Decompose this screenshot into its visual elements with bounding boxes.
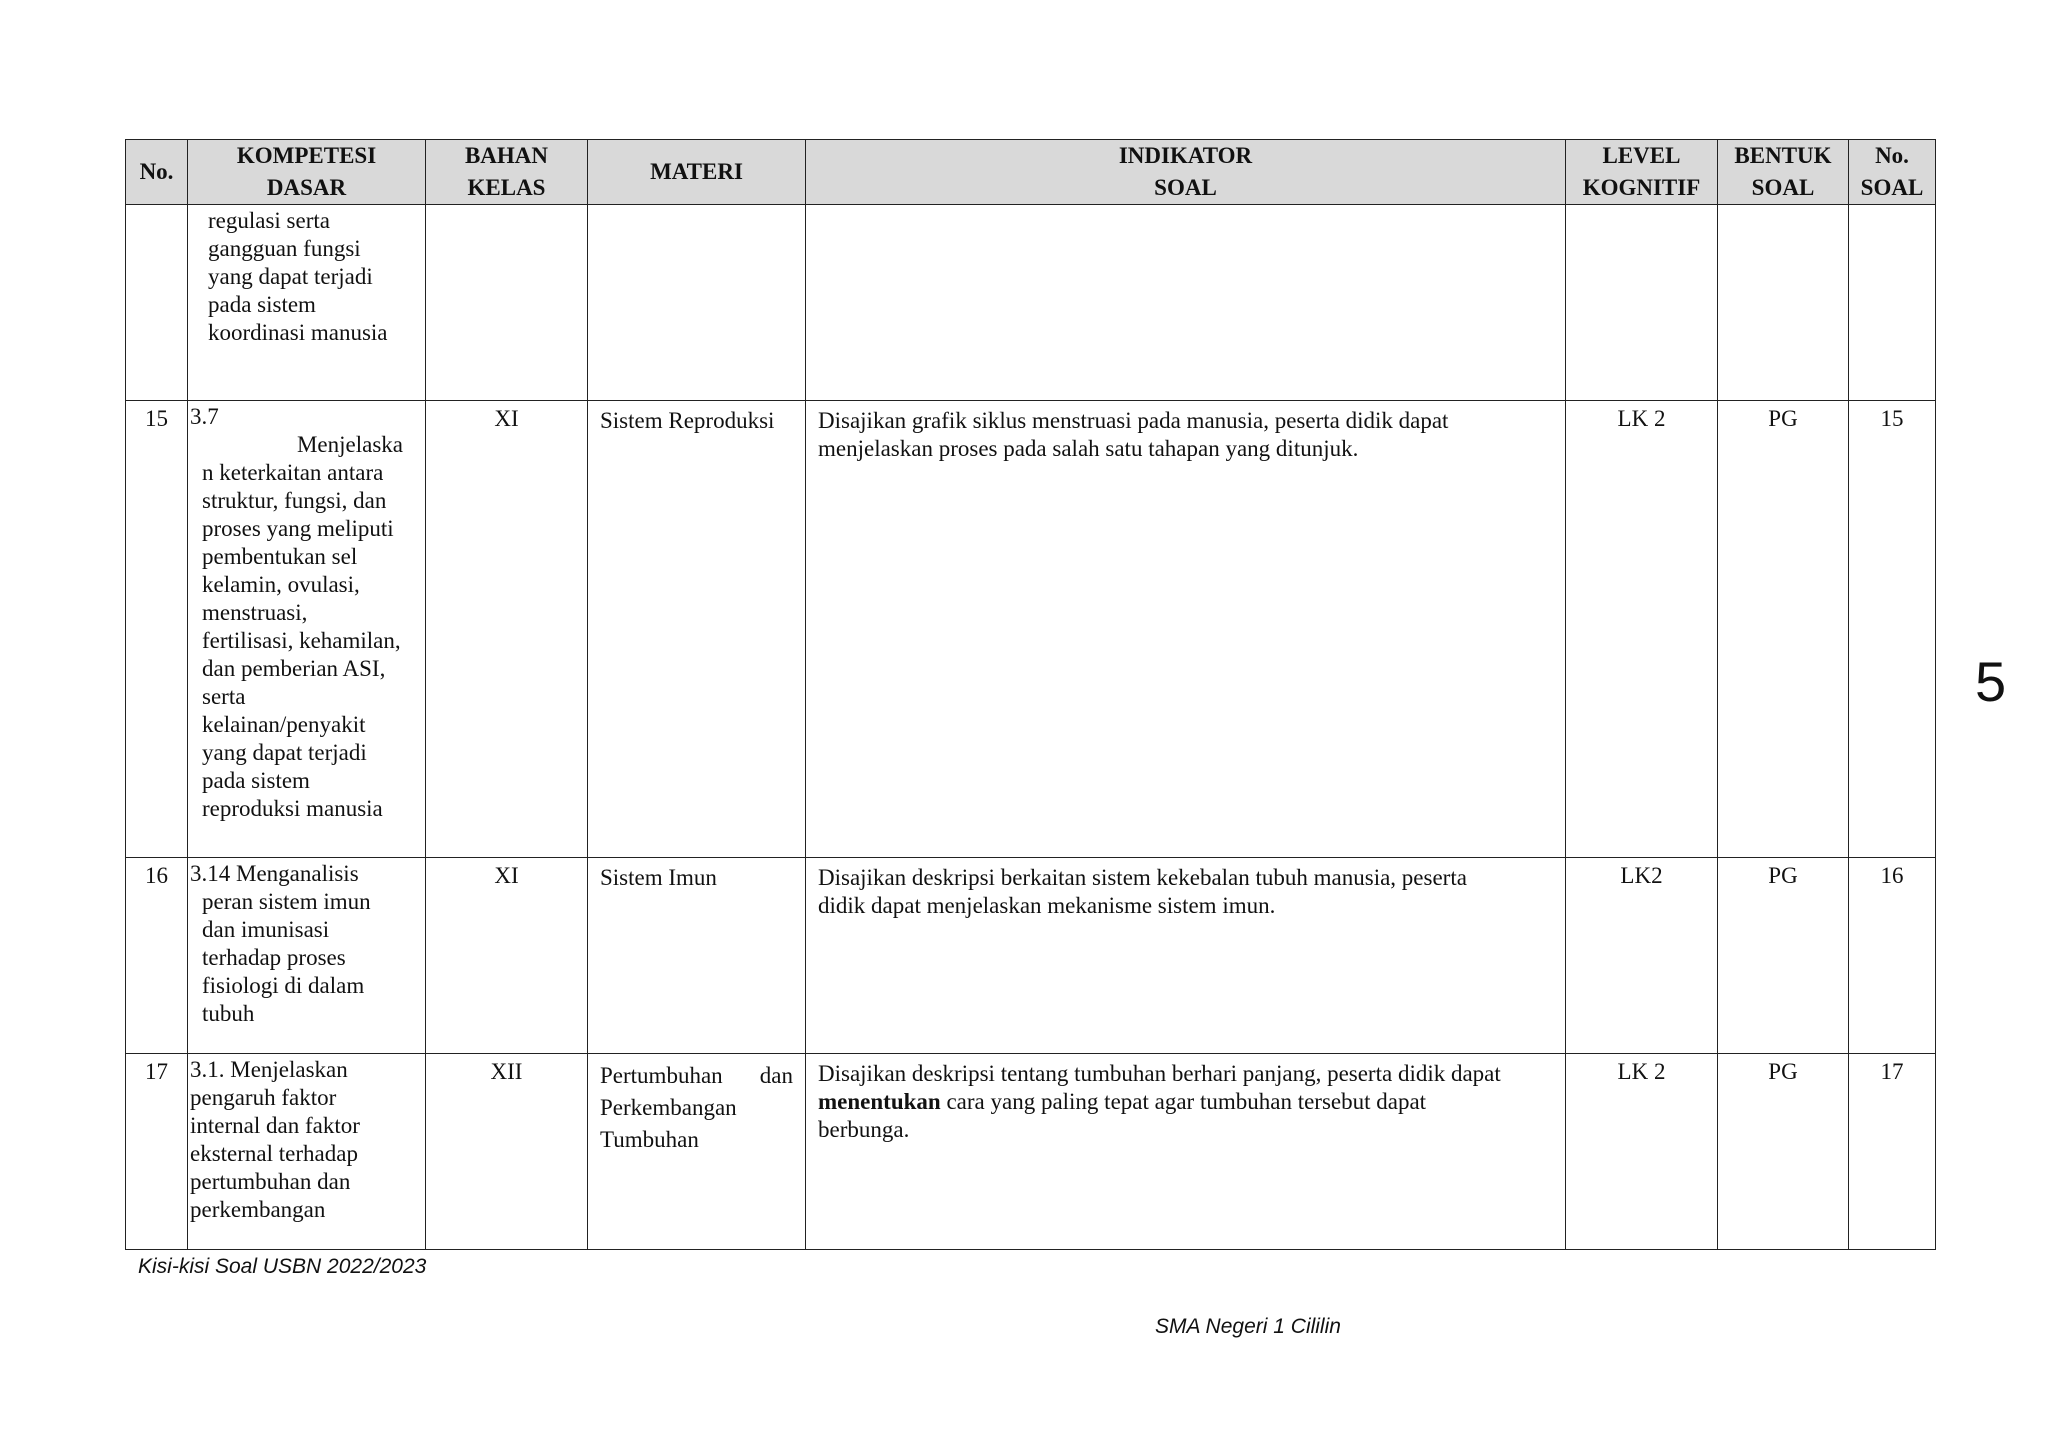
kisi-kisi-table [125,139,1936,1250]
kd-line: terhadap proses [202,945,346,970]
kd-line: eksternal terhadap [190,1141,358,1166]
indikator-line: didik dapat menjelaskan mekanisme sistem imun. [818,893,1276,918]
kd-line: dan pemberian ASI, [202,656,386,681]
bentuk-cell: PG [1718,858,1849,1054]
materi-cell [588,401,806,858]
kd-line: koordinasi manusia [208,320,388,345]
kompetensi-dasar-cell [188,205,426,401]
indikator-line: Disajikan deskripsi berkaitan sistem kekebalan tubuh manusia, peserta [818,865,1467,890]
kelas-cell: XII [426,1054,588,1250]
materi-line: Tumbuhan [600,1127,699,1152]
materi-text [600,1060,793,1156]
kd-line: 3.7 [190,404,219,429]
materi-line: Perkembangan [600,1095,737,1120]
materi-word: dan [759,1063,793,1088]
kd-line: pengaruh faktor [190,1085,337,1110]
footer-document-title: Kisi-kisi Soal USBN 2022/2023 [138,1255,427,1278]
indikator-cell [806,401,1566,858]
kd-line: fisiologi di dalam [202,973,365,998]
kd-line: pembentukan sel [202,544,358,569]
level-cell: LK 2 [1566,1054,1718,1250]
indikator-emphasis: menentukan [818,1089,941,1114]
kd-line: tubuh [202,1001,255,1026]
indikator-line: Disajikan grafik siklus menstruasi pada manusia, peserta didik dapat [818,408,1449,433]
kd-line: reproduksi manusia [202,796,383,821]
indikator-cell [806,858,1566,1054]
header-bentuk-line2: SOAL [1751,175,1815,200]
kd-line: struktur, fungsi, dan [202,488,387,513]
indikator-line: Disajikan deskripsi tentang tumbuhan berhari panjang, peserta didik dapat [818,1061,1501,1086]
kd-line: fertilisasi, kehamilan, [202,628,401,653]
table-row [126,205,1936,401]
level-cell: LK2 [1566,858,1718,1054]
row-number: 16 [126,858,188,1054]
indikator-line: berbunga. [818,1117,910,1142]
header-materi: MATERI [588,140,806,205]
header-level-line1: LEVEL [1602,143,1681,168]
kompetensi-dasar-cell [188,858,426,1054]
kd-line: internal dan faktor [190,1113,360,1138]
kd-line: gangguan fungsi [208,236,361,261]
header-level-line2: KOGNITIF [1582,175,1701,200]
materi-cell [588,205,806,401]
kd-line: peran sistem imun [202,889,371,914]
materi-word: Pertumbuhan [600,1063,723,1088]
row-number [126,205,188,401]
header-kd-line2: DASAR [266,175,347,200]
header-bahan-line1: BAHAN [464,143,549,168]
row-number: 15 [126,401,188,858]
header-indikator-soal [806,140,1566,205]
header-kd-line1: KOMPETESI [236,143,377,168]
materi-cell [588,1054,806,1250]
materi-cell [588,858,806,1054]
bentuk-cell [1718,205,1849,401]
kd-line: n keterkaitan antara [202,460,384,485]
kompetensi-dasar-cell [188,401,426,858]
header-nosoal-line1: No. [1875,143,1909,168]
kd-line: kelainan/penyakit [202,712,366,737]
kompetensi-dasar-cell [188,1054,426,1250]
header-indikator-line2: SOAL [1154,175,1217,200]
kd-line: menstruasi, [202,600,308,625]
header-nosoal-line2: SOAL [1860,175,1924,200]
indikator-text: cara yang paling tepat agar tumbuhan tersebut dapat [940,1089,1427,1114]
kd-line: yang dapat terjadi [208,264,373,289]
kd-line: serta [202,684,246,709]
materi-line: Sistem Imun [600,865,717,890]
kd-line: Menjelaska [296,432,403,457]
header-bahan-line2: KELAS [467,175,546,200]
header-kompetensi-dasar [188,140,426,205]
kd-line: pada sistem [202,768,310,793]
header-indikator-line1: INDIKATOR [1118,143,1253,168]
kelas-cell: XI [426,401,588,858]
table-row [126,1054,1936,1250]
kd-line: 3.14 Menganalisis [190,861,359,886]
kd-line: kelamin, ovulasi, [202,572,360,597]
kd-line: pertumbuhan dan [190,1169,351,1194]
level-cell [1566,205,1718,401]
kd-line: perkembangan [190,1197,326,1222]
kelas-cell [426,205,588,401]
table-header [126,140,1936,205]
level-cell: LK 2 [1566,401,1718,858]
header-no: No. [126,140,188,205]
kd-line: 3.1. Menjelaskan [190,1057,348,1082]
table-row [126,401,1936,858]
header-bentuk-soal [1718,140,1849,205]
no-soal-cell: 17 [1849,1054,1936,1250]
materi-line: Sistem Reproduksi [600,408,775,433]
kd-line: dan imunisasi [202,917,330,942]
footer-school-name: SMA Negeri 1 Cililin [1155,1315,1341,1338]
kd-line: proses yang meliputi [202,516,394,541]
header-level-kognitif [1566,140,1718,205]
indikator-line [818,1088,1553,1116]
indikator-line: menjelaskan proses pada salah satu tahapan yang ditunjuk. [818,436,1359,461]
kelas-cell: XI [426,858,588,1054]
row-number: 17 [126,1054,188,1250]
header-bentuk-line1: BENTUK [1734,143,1832,168]
kd-line: yang dapat terjadi [202,740,367,765]
table-row [126,858,1936,1054]
page-number: 5 [1975,650,2007,713]
bentuk-cell: PG [1718,401,1849,858]
no-soal-cell: 16 [1849,858,1936,1054]
bentuk-cell: PG [1718,1054,1849,1250]
header-no-soal [1849,140,1936,205]
indikator-cell [806,205,1566,401]
indikator-cell [806,1054,1566,1250]
kd-line: pada sistem [208,292,316,317]
no-soal-cell: 15 [1849,401,1936,858]
kd-line: regulasi serta [208,208,330,233]
header-bahan-kelas [426,140,588,205]
no-soal-cell [1849,205,1936,401]
